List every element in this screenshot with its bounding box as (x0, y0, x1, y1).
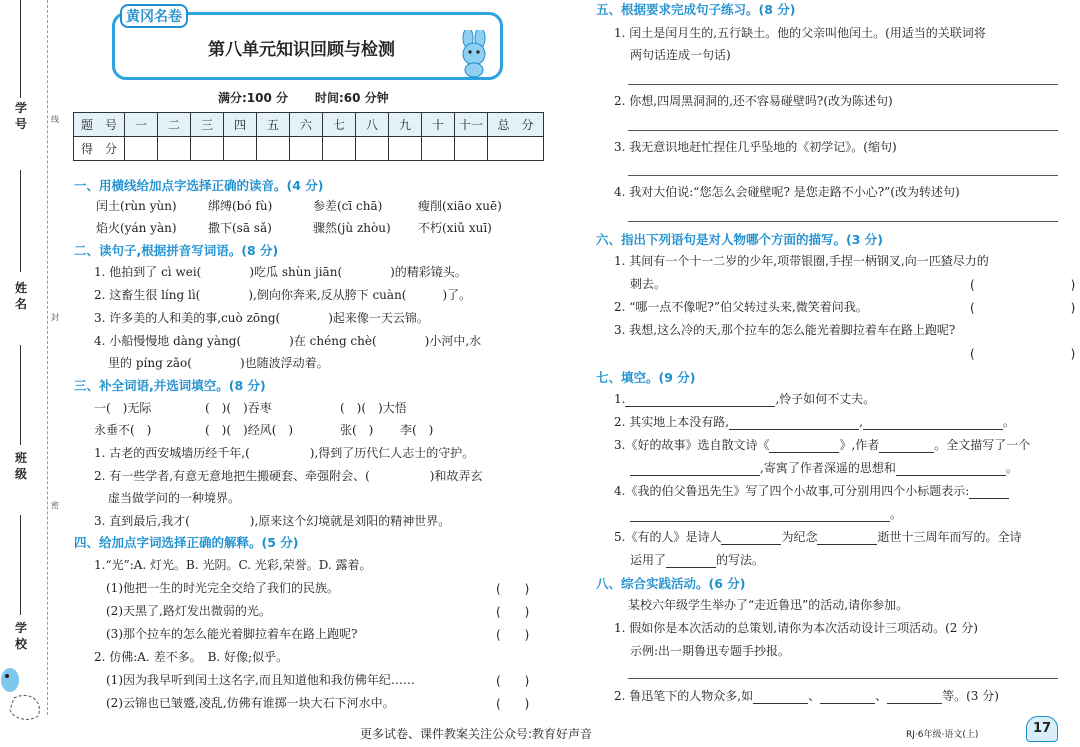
question-text: 2. 有一些学者,有意无意地把生搬硬套、牵强附会、( )和故弄玄 (94, 469, 483, 483)
table-row-label: 得 分 (74, 137, 125, 161)
pinyin-item: 撒下(sā sǎ) (208, 221, 272, 235)
fill-question: 1. ,怜子如何不丈夫。 (614, 392, 876, 406)
question-text: 2. 这畜生很 líng lì( ),倒向你奔来,反从胯下 cuàn( )了。 (94, 288, 472, 302)
question-text: 里的 píng zǎo( )也随波浮动着。 (108, 356, 329, 370)
table-col: 五 (257, 113, 290, 137)
section-2-title: 二、读句子,根据拼音写词语。(8 分) (74, 243, 279, 258)
blank[interactable] (625, 394, 775, 407)
binding-margin (0, 0, 62, 747)
question-text: 示例:出一期鲁迅专题手抄报。 (630, 644, 791, 658)
blank[interactable] (896, 463, 1006, 476)
brand-logo: 黄冈名卷 (120, 4, 188, 28)
fill-question: 运用了 的写法。 (630, 553, 765, 567)
score-cell[interactable] (290, 137, 323, 161)
question-text: 某校六年级学生举办了“走近鲁迅”的活动,请你参加。 (628, 598, 909, 612)
blank[interactable] (630, 463, 760, 476)
blank[interactable] (817, 532, 877, 545)
question-text: (2)云锦也已皱蹙,凌乱,仿佛有谁掷一块大石下河水中。 (106, 696, 395, 710)
question-text: 3. 我无意识地赶忙捏住几乎坠地的《初学记》。(缩句) (614, 140, 897, 154)
table-col: 十 (422, 113, 455, 137)
idiom-item: 永垂不( ) (94, 423, 152, 437)
answer-paren[interactable]: ( ) (970, 278, 1076, 292)
idiom-item: 一( )无际 (94, 401, 152, 415)
pinyin-item: 瘦削(xiāo xuē) (418, 199, 502, 213)
question-text: 1. 他拍到了 cì wei( )吃瓜 shùn jiān( )的精彩镜头。 (94, 265, 467, 279)
score-cell[interactable] (158, 137, 191, 161)
margin-line (20, 515, 21, 615)
fill-question: 2. 鲁迅笔下的人物众多,如 、 、 等。(3 分) (614, 689, 999, 703)
answer-line[interactable] (628, 678, 1058, 679)
question-text: 4. 我对大伯说:“您怎么会碰壁呢? 是您走路不小心?”(改为转述句) (614, 185, 960, 199)
question-text: 1. 古老的西安城墙历经千年,( ),得到了历代仁人志士的守护。 (94, 446, 475, 460)
question-text: 2. 仿佛:A. 差不多。 B. 好像;似乎。 (94, 650, 289, 664)
margin-label-student-id: 学号 (14, 101, 27, 131)
pinyin-item: 闰土(rùn yùn) (96, 199, 177, 213)
table-col: 七 (323, 113, 356, 137)
answer-paren[interactable]: ( ) (496, 582, 530, 596)
blank[interactable] (887, 691, 942, 704)
score-cell[interactable] (257, 137, 290, 161)
question-text: 2. 你想,四周黑洞洞的,还不容易碰壁吗?(改为陈述句) (614, 94, 893, 108)
section-8-title: 八、综合实践活动。(6 分) (596, 576, 746, 591)
answer-paren[interactable]: ( ) (496, 674, 530, 688)
question-text: (1)他把一生的时光完全交给了我们的民族。 (106, 581, 339, 595)
score-cell[interactable] (224, 137, 257, 161)
question-text: 1. 其间有一个十一二岁的少年,项带银圈,手捏一柄钢叉,向一匹猹尽力的 (614, 254, 989, 268)
pinyin-item: 参差(cī chā) (313, 199, 383, 213)
margin-label-name: 姓名 (14, 281, 27, 311)
rabbit-mascot-icon (446, 30, 498, 78)
question-text: 刺去。 (630, 277, 667, 291)
table-col: 八 (356, 113, 389, 137)
margin-line (20, 170, 21, 272)
margin-line (20, 345, 21, 445)
answer-paren[interactable]: ( ) (496, 605, 530, 619)
idiom-item: 张( ) (340, 423, 374, 437)
margin-line (20, 0, 21, 98)
pinyin-item: 不朽(xiǔ xuī) (418, 221, 492, 235)
idiom-item: ( )( )吞枣 (205, 401, 272, 415)
question-text: 1.“光”:A. 灯光。B. 光阴。C. 光彩,荣誉。D. 露着。 (94, 558, 372, 572)
answer-paren[interactable]: ( ) (496, 628, 530, 642)
answer-line[interactable] (628, 130, 1058, 131)
section-4-title: 四、给加点字词选择正确的解释。(5 分) (74, 535, 299, 550)
blank[interactable] (753, 691, 808, 704)
blank[interactable] (721, 532, 781, 545)
question-text: (1)因为我早听到闰土这名字,而且知道他和我仿佛年纪…… (106, 673, 415, 687)
margin-label-class: 班级 (14, 451, 27, 481)
question-text: 3. 许多美的人和美的事,cuò zōng( )起来像一天云锦。 (94, 311, 429, 325)
page-title: 第八单元知识回顾与检测 (208, 40, 395, 60)
question-text: 3. 直到最后,我才( ),原来这个幻境就是刘阳的精神世界。 (94, 514, 451, 528)
cut-mark: 线 (51, 115, 59, 124)
answer-line[interactable] (628, 221, 1058, 222)
fill-question: 5.《有的人》是诗人 为纪念 逝世十三周年而写的。全诗 (614, 530, 1022, 544)
cut-mark: 封 (51, 313, 59, 322)
question-text: (2)天黑了,路灯发出微弱的光。 (106, 604, 271, 618)
question-text: 两句话连成一句话) (630, 48, 731, 62)
table-col: 二 (158, 113, 191, 137)
table-col: 总 分 (488, 113, 544, 137)
mascot-icon (0, 650, 46, 720)
score-cell[interactable] (455, 137, 488, 161)
footer-note: 更多试卷、课件教案关注公众号:教育好声音 (360, 727, 593, 741)
blank[interactable] (863, 417, 1003, 430)
blank[interactable] (820, 691, 875, 704)
pinyin-item: 绑缚(bó fù) (208, 199, 273, 213)
table-col: 六 (290, 113, 323, 137)
full-score: 满分:100 分 (218, 91, 289, 105)
question-text: 2. “哪一点不像呢?”伯父转过头来,微笑着问我。 (614, 300, 868, 314)
table-header-label: 题 号 (74, 113, 125, 137)
cut-mark: 密 (51, 501, 59, 510)
blank[interactable] (969, 486, 1009, 499)
section-6-title: 六、指出下列语句是对人物哪个方面的描写。(3 分) (596, 232, 883, 247)
pinyin-item: 骤然(jù zhòu) (313, 221, 391, 235)
idiom-item: ( )( )经风( ) (205, 423, 294, 437)
score-cell[interactable] (389, 137, 422, 161)
score-table (73, 112, 544, 161)
score-cell[interactable] (125, 137, 158, 161)
answer-line[interactable] (628, 84, 1058, 85)
cut-line (47, 0, 48, 715)
page-number: 17 (1026, 716, 1058, 742)
pinyin-item: 焰火(yán yàn) (96, 221, 177, 235)
section-7-title: 七、填空。(9 分) (596, 370, 696, 385)
score-cell[interactable] (422, 137, 455, 161)
blank[interactable] (729, 417, 859, 430)
score-cell[interactable] (191, 137, 224, 161)
fill-question: 3.《好的故事》选自散文诗《 》,作者 。全文描写了一个 (614, 438, 1031, 452)
edition-label: RJ·6年级·语文(上) (906, 730, 979, 740)
section-5-title: 五、根据要求完成句子练习。(8 分) (596, 2, 796, 17)
blank[interactable] (769, 440, 839, 453)
answer-paren[interactable]: ( ) (970, 301, 1076, 315)
blank[interactable] (630, 509, 890, 522)
section-1-title: 一、用横线给加点字选择正确的读音。(4 分) (74, 178, 324, 193)
idiom-item: 李( ) (400, 423, 434, 437)
margin-label-school: 学校 (14, 621, 27, 651)
fill-question: 4.《我的伯父鲁迅先生》写了四个小故事,可分别用四个小标题表示: (614, 483, 1009, 499)
fill-question: 2. 其实地上本没有路, , 。 (614, 415, 1015, 429)
question-text: (3)那个拉车的怎么能光着脚拉着车在路上跑呢? (106, 627, 358, 641)
question-text: 虚当做学问的一种境界。 (108, 491, 241, 505)
exam-time: 时间:60 分钟 (315, 91, 389, 105)
question-text: 1. 闰土是闰月生的,五行缺土。他的父亲叫他闰土。(用适当的关联词将 (614, 26, 986, 40)
blank[interactable] (666, 555, 716, 568)
table-col: 三 (191, 113, 224, 137)
score-cell[interactable] (488, 137, 544, 161)
table-col: 九 (389, 113, 422, 137)
table-col: 四 (224, 113, 257, 137)
score-cell[interactable] (323, 137, 356, 161)
score-cell[interactable] (356, 137, 389, 161)
answer-paren[interactable]: ( ) (970, 347, 1076, 361)
question-text: 4. 小船慢慢地 dàng yàng( )在 chéng chè( )小河中,水 (94, 334, 482, 348)
answer-paren[interactable]: ( ) (496, 697, 530, 711)
question-text: 1. 假如你是本次活动的总策划,请你为本次活动设计三项活动。(2 分) (614, 621, 978, 635)
table-col: 十一 (455, 113, 488, 137)
fill-question: 。 (630, 506, 902, 522)
question-text: 3. 我想,这么冷的天,那个拉车的怎么能光着脚拉着车在路上跑呢? (614, 323, 956, 337)
blank[interactable] (879, 440, 934, 453)
answer-line[interactable] (628, 175, 1058, 176)
table-col: 一 (125, 113, 158, 137)
idiom-item: ( )( )大悟 (340, 401, 407, 415)
fill-question: ,寄寓了作者深遥的思想和 。 (630, 460, 1018, 476)
section-3-title: 三、补全词语,并选词填空。(8 分) (74, 378, 266, 393)
